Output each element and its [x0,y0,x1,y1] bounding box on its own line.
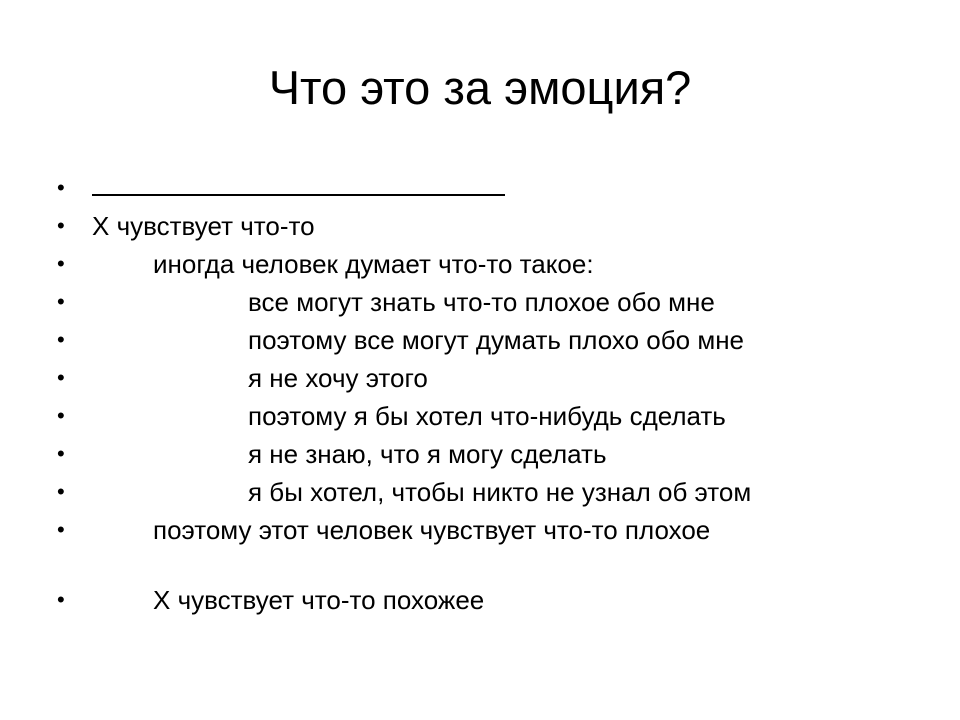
bullet-text: поэтому я бы хотел что-нибудь сделать [248,401,726,431]
bullet-icon: • [57,365,65,390]
bullet-icon: • [57,251,65,276]
bullet-text: я не знаю, что я могу сделать [248,439,607,469]
bullet-text: все могут знать что-то плохое обо мне [248,287,715,317]
bullet-item [0,398,960,434]
bullet-text: иногда человек думает что-то такое: [153,249,594,279]
bullet-icon: • [57,175,65,200]
bullet-text: поэтому этот человек чувствует что-то плохое [153,515,711,545]
bullet-text: X чувствует что-то похожее [153,585,485,615]
bullet-item [0,284,960,320]
bullet-item [0,512,960,548]
bullet-icon: • [57,587,65,612]
bullet-item [0,246,960,282]
bullet-item [0,208,960,244]
fill-in-blank-line [92,170,505,196]
bullet-item [0,474,960,510]
bullet-text: поэтому все могут думать плохо обо мне [248,325,745,355]
bullet-item [0,360,960,396]
bullet-text: я не хочу этого [248,363,428,393]
bullet-icon: • [57,517,65,542]
bullet-item [0,170,960,206]
bullet-icon: • [57,479,65,504]
bullet-icon: • [57,327,65,352]
bullet-item [0,582,960,618]
bullet-icon: • [57,289,65,314]
bullet-icon: • [57,213,65,238]
bullet-icon: • [57,403,65,428]
bullet-item [0,322,960,358]
bullet-text: X чувствует что-то [92,211,315,241]
bullet-icon: • [57,441,65,466]
bullet-item [0,436,960,472]
slide-title: Что это за эмоция? [268,61,692,114]
bullet-text: я бы хотел, чтобы никто не узнал об этом [248,477,752,507]
